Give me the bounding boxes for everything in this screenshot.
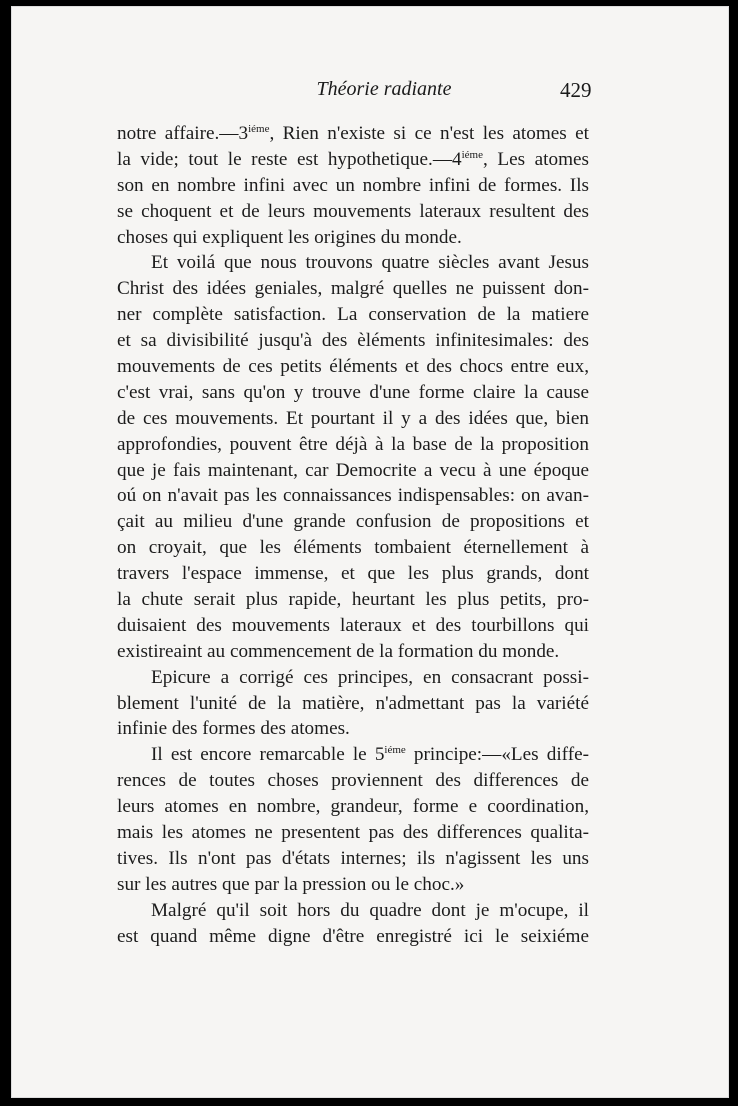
text-line: est quand même digne d'être enregistré ici le seixiéme xyxy=(117,925,589,947)
text-line: on croyait, que les éléments tombaient éternellement à xyxy=(117,537,589,559)
text-line: infinie des formes des atomes. xyxy=(117,718,350,740)
text-line: Et voilá que nous trouvons quatre siècles avant Jesus xyxy=(151,252,589,274)
text-line: c'est vrai, sans qu'on y trouve d'une forme claire la cause xyxy=(117,381,589,403)
text-line: la vide; tout le reste est $hypothetique.—4^{iéme}$, Les atomes xyxy=(117,148,589,170)
page-number: 429 xyxy=(560,78,592,102)
text-line: leurs atomes en nombre, grandeur, forme e coordination, xyxy=(117,796,589,818)
text-line: duisaient des mouvements lateraux et des tourbillons qui xyxy=(117,614,589,636)
text-line: mouvements de ces petits éléments et des chocs entre eux, xyxy=(117,356,589,378)
text-line: notre $affaire.—3^{iéme}$, Rien n'existe si ce n'est les atomes et xyxy=(117,123,589,144)
text-line: approfondies, pouvent être déjà à la base de la proposition xyxy=(117,433,589,455)
text-line: se choquent et de leurs mouvements lateraux resultent des xyxy=(117,200,589,222)
text-line: çait au milieu d'une grande confusion de propositions et xyxy=(117,511,589,533)
text-line: existireaint au commencement de la formation du monde. xyxy=(117,640,560,662)
text-line: son en nombre infini avec un nombre infini de formes. Ils xyxy=(117,174,589,196)
text-line: blement l'unité de la matière, n'admettant pas la variété xyxy=(117,692,589,714)
text-line: Epicure a corrigé ces principes, en consacrant possi- xyxy=(151,666,589,688)
text-line: Il est encore remarcable le $5^{iéme}$ principe:—«Les diffe- xyxy=(151,744,589,766)
text-line: Christ des idées geniales, malgré quelles ne puissent don- xyxy=(117,278,589,300)
text-line: oú on n'avait pas les connaissances indispensables: on avan- xyxy=(117,485,589,507)
running-title: Théorie radiante xyxy=(316,78,452,100)
text-line: choses qui expliquent les origines du monde. xyxy=(117,226,462,248)
text-line: Malgré qu'il soit hors du quadre dont je m'ocupe, il xyxy=(151,899,589,921)
text-line: rences de toutes choses proviennent des differences de xyxy=(117,770,589,792)
text-line: sur les autres que par la pression ou le choc.» xyxy=(117,873,465,895)
text-line: mais les atomes ne presentent pas des differences qualita- xyxy=(117,822,589,844)
body-text xyxy=(117,121,589,950)
text-line: ner complète satisfaction. La conservation de la matiere xyxy=(117,304,589,326)
text-line: travers l'espace immense, et que les plus grands, dont xyxy=(117,563,589,585)
text-line: de ces mouvements. Et pourtant il y a des idées que, bien xyxy=(117,407,589,429)
text-line: la chute serait plus rapide, heurtant les plus petits, pro- xyxy=(117,589,589,611)
text-line: que je fais maintenant, car Democrite a vecu à une époque xyxy=(117,459,589,481)
text-line: tives. Ils n'ont pas d'états internes; ils n'agissent les uns xyxy=(117,847,589,869)
text-line: et sa divisibilité jusqu'à des èléments infinitesimales: des xyxy=(117,330,589,352)
